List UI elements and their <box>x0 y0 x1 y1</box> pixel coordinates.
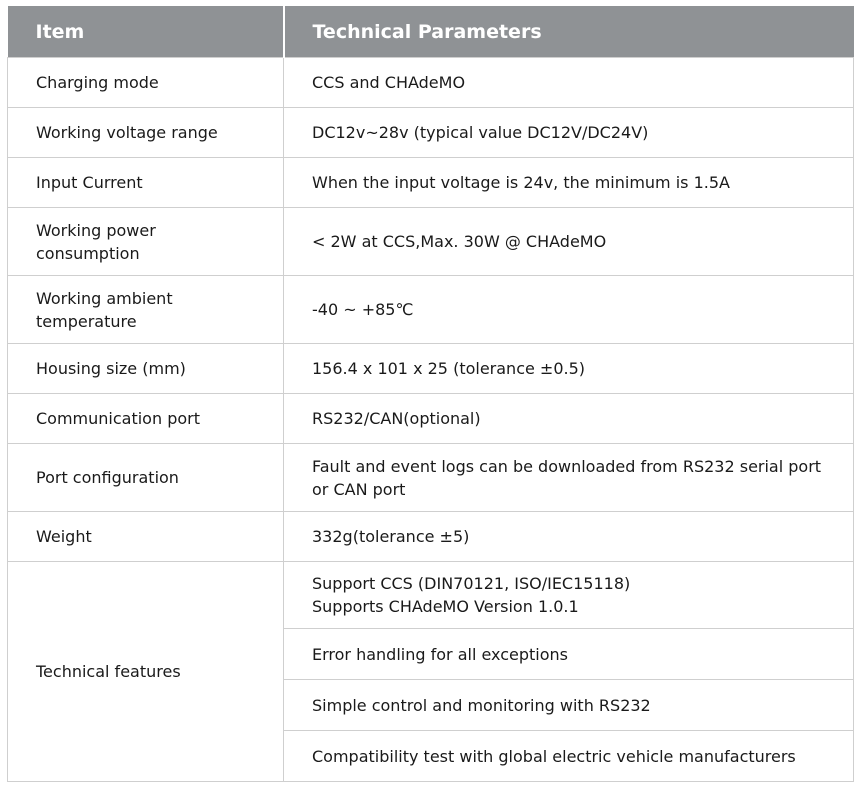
table-row <box>8 394 854 444</box>
row-value: DC12v~28v (typical value DC12V/DC24V) <box>284 108 854 158</box>
table-header-row <box>8 6 854 58</box>
row-item: Weight <box>8 512 284 562</box>
row-value-line: or CAN port <box>312 479 406 499</box>
table-row <box>8 562 854 629</box>
row-value: -40 ~ +85℃ <box>284 276 854 344</box>
row-item-line: consumption <box>36 243 140 263</box>
table-row <box>8 444 854 512</box>
table-row <box>8 344 854 394</box>
row-value: RS232/CAN(optional) <box>284 394 854 444</box>
row-value-line: Fault and event logs can be downloaded from RS232 serial port <box>312 456 822 476</box>
row-value-line: Support CCS (DIN70121, ISO/IEC15118) <box>312 574 631 593</box>
row-item <box>8 208 284 276</box>
row-value-line: Supports CHAdeMO Version 1.0.1 <box>312 597 579 616</box>
row-item-line: Working ambient <box>36 288 173 308</box>
row-item-technical-features: Technical features <box>8 562 284 782</box>
row-value: Compatibility test with global electric vehicle manufacturers <box>284 731 854 782</box>
table-row <box>8 108 854 158</box>
row-item: Port configuration <box>8 444 284 512</box>
row-item: Input Current <box>8 158 284 208</box>
table-row <box>8 276 854 344</box>
table-row <box>8 58 854 108</box>
row-value: CCS and CHAdeMO <box>284 58 854 108</box>
row-item-line: Working power <box>36 220 156 240</box>
header-item: Item <box>8 6 284 58</box>
row-value: When the input voltage is 24v, the minimum is 1.5A <box>284 158 854 208</box>
row-value: Simple control and monitoring with RS232 <box>284 680 854 731</box>
row-value <box>284 444 854 512</box>
technical-parameters-table <box>7 6 854 782</box>
row-item <box>8 276 284 344</box>
row-item: Communication port <box>8 394 284 444</box>
row-item-line: temperature <box>36 311 137 331</box>
row-item: Working voltage range <box>8 108 284 158</box>
row-value <box>284 562 854 629</box>
row-item: Housing size (mm) <box>8 344 284 394</box>
row-value: < 2W at CCS,Max. 30W @ CHAdeMO <box>284 208 854 276</box>
row-item: Charging mode <box>8 58 284 108</box>
row-value: 332g(tolerance ±5) <box>284 512 854 562</box>
row-value: 156.4 x 101 x 25 (tolerance ±0.5) <box>284 344 854 394</box>
table-row <box>8 208 854 276</box>
table-row <box>8 512 854 562</box>
row-value: Error handling for all exceptions <box>284 629 854 680</box>
header-technical-parameters: Technical Parameters <box>284 6 854 58</box>
table-row <box>8 158 854 208</box>
